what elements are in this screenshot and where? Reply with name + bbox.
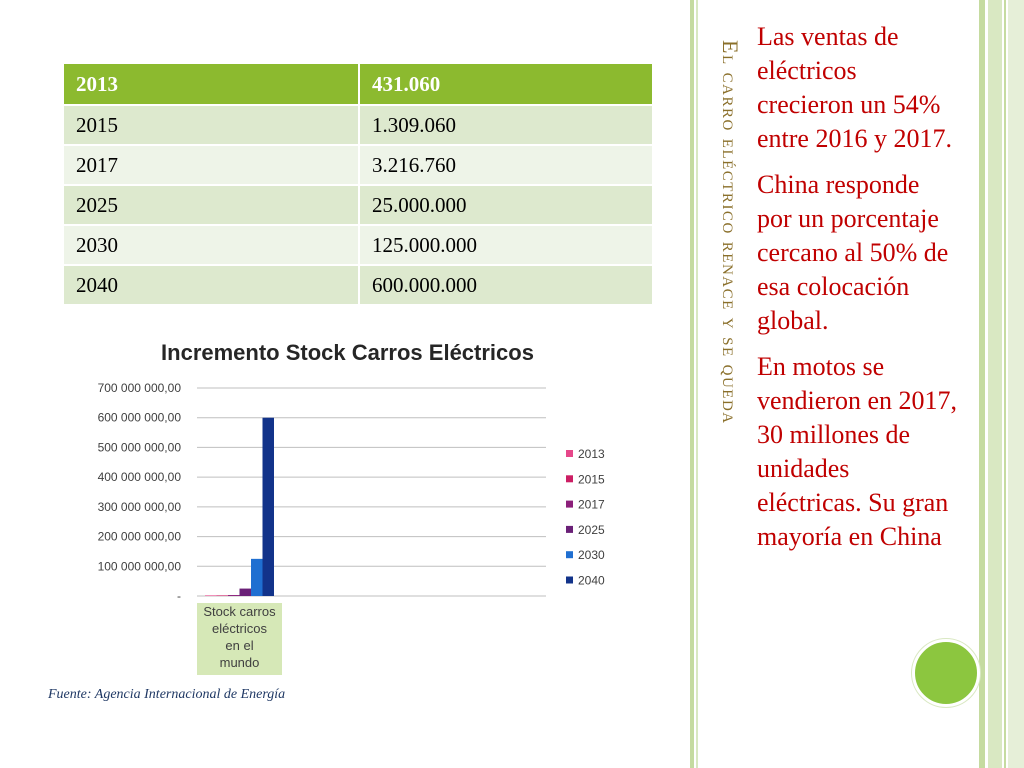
body-text [757,20,957,566]
table-cell-value: 3.216.760 [359,145,653,185]
table-row [63,185,653,225]
decorative-circle [912,639,980,707]
table-cell-year: 2015 [63,105,359,145]
decorative-stripe [1008,0,1024,768]
bar-2025 [240,589,252,596]
category-label-line: eléctricos [212,621,267,636]
data-table [62,62,654,306]
source-note: Fuente: Agencia Internacional de Energía [48,687,286,702]
legend-label: 2015 [578,472,605,487]
y-tick-label: 700 000 000,00 [97,381,181,395]
y-tick-label: - [177,589,181,603]
decorative-stripe [979,0,985,768]
table-cell-value: 125.000.000 [359,225,653,265]
table-cell-value: 25.000.000 [359,185,653,225]
legend-swatch [566,577,573,584]
bar-2030 [251,559,263,596]
table-cell-year: 2017 [63,145,359,185]
table-cell-year: 2040 [63,265,359,305]
y-tick-label: 300 000 000,00 [97,499,181,514]
decorative-stripe [690,0,694,768]
paragraph: China responde por un porcentaje cercano al 50% de esa colocación global. [757,170,949,335]
legend-swatch [566,551,573,558]
table-cell-year: 2030 [63,225,359,265]
decorative-stripe [696,0,698,768]
legend-swatch [566,475,573,482]
paragraph: En motos se vendieron en 2017, 30 millones de unidades eléctricas. Su gran mayoría en China [757,352,958,551]
table-row [63,265,653,305]
y-tick-label: 100 000 000,00 [97,559,181,574]
bar-2015 [217,595,229,596]
paragraph: Las ventas de eléctricos crecieron un 54% entre 2016 y 2017. [757,22,952,153]
y-tick-label: 400 000 000,00 [97,470,181,485]
table-row [63,105,653,145]
category-label-line: mundo [219,655,260,670]
legend-swatch [566,526,573,533]
legend-swatch [566,501,573,508]
legend-label: 2040 [578,573,605,588]
category-label-line: en el [225,638,254,653]
bar-2013 [205,595,217,596]
bar-2040 [263,418,275,596]
bar-2017 [228,595,240,596]
legend-label: 2030 [578,548,605,563]
table-header-row [63,63,653,105]
category-label-line: Stock carros [203,604,276,619]
decorative-stripe [1004,0,1006,768]
table-cell-value: 1.309.060 [359,105,653,145]
y-tick-label: 200 000 000,00 [97,529,181,544]
bar-chart [0,370,680,610]
legend-label: 2017 [578,497,605,512]
legend-swatch [566,450,573,457]
table-cell-year: 2025 [63,185,359,225]
table-cell-value: 600.000.000 [359,265,653,305]
y-tick-label: 500 000 000,00 [97,440,181,455]
legend-label: 2013 [578,447,605,461]
table-row [63,225,653,265]
table-row [63,145,653,185]
decorative-stripe [988,0,1002,768]
legend-label: 2025 [578,522,605,537]
table-cell-value: 431.060 [359,63,653,105]
y-tick-label: 600 000 000,00 [97,410,181,425]
slide-title: El carro eléctrico renace y se queda [718,40,743,425]
table-cell-year: 2013 [63,63,359,105]
category-label [197,603,282,671]
chart-title: Incremento Stock Carros Eléctricos [161,340,534,365]
